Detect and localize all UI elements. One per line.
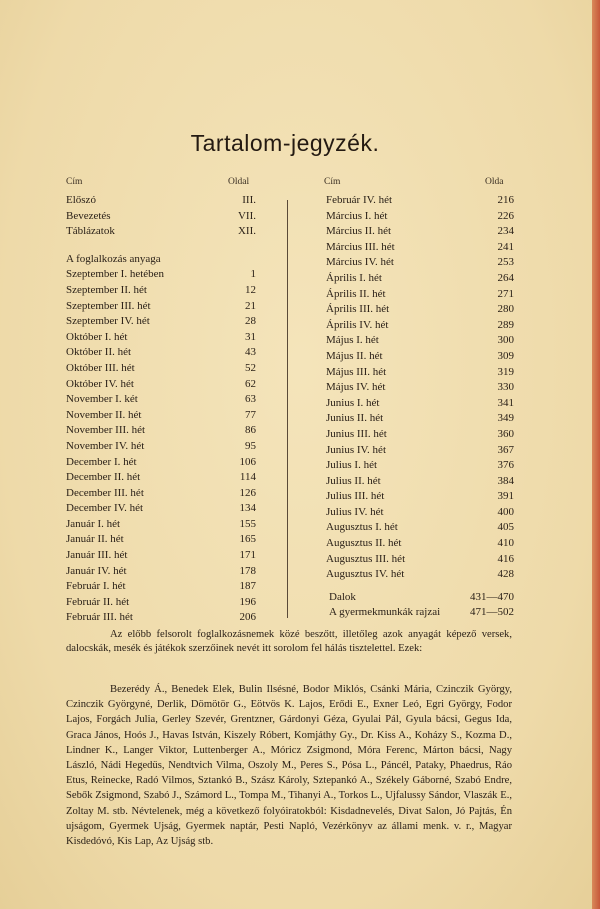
entry-title: Junius IV. hét (326, 443, 386, 456)
entry-page: III. (242, 194, 256, 206)
toc-row (66, 225, 256, 241)
toc-row (66, 315, 256, 331)
entry-title: Február II. hét (66, 595, 130, 608)
toc-row (326, 459, 514, 475)
entry-page: 309 (497, 349, 514, 362)
entry-page: 241 (497, 240, 514, 253)
entry-page: 400 (497, 505, 514, 518)
toc-row (66, 502, 256, 518)
entry-page: 405 (497, 521, 514, 534)
toc-row (326, 350, 514, 366)
toc-row (326, 303, 514, 319)
page-edge (592, 0, 600, 909)
entry-page: 330 (497, 381, 514, 394)
entry-page: XII. (237, 225, 256, 238)
entry-title: Április II. hét (326, 287, 386, 300)
entry-page: 178 (239, 564, 256, 577)
entry-page: 280 (497, 303, 514, 316)
entry-title: Február III. hét (66, 611, 133, 624)
toc-row (326, 506, 514, 522)
entry-page: 428 (497, 568, 514, 581)
entry-title: Március III. hét (326, 240, 395, 253)
entry-title: November III. hét (66, 424, 146, 437)
entry-page: 376 (497, 459, 514, 472)
toc-row (66, 241, 256, 253)
entry-title: Október II. hét (66, 346, 132, 359)
entry-title: Junius II. hét (326, 412, 384, 425)
toc-row (66, 268, 256, 284)
entry-title: Julius II. hét (326, 474, 381, 487)
toc-row (66, 253, 256, 269)
toc-row (66, 440, 256, 456)
toc-row (326, 241, 514, 257)
entry-page: 271 (497, 287, 514, 300)
intro-paragraph: Az előbb felsorolt foglalkozásnemek közé beszőtt, illetőleg azok anyagát képező versek, dalocskák, mesék és játékok szerzőinek nevét itt sorolom fel hálás tisztelettel. Ezek: (66, 629, 512, 654)
entry-page: 155 (239, 517, 256, 530)
toc-row (66, 471, 256, 487)
toc-row (66, 284, 256, 300)
entry-page: 12 (245, 283, 256, 296)
entry-title: Julius III. hét (326, 490, 385, 503)
toc-row (66, 487, 256, 503)
entry-page: 95 (245, 439, 256, 452)
entry-title: November II. hét (66, 408, 142, 421)
toc-row (326, 225, 514, 241)
column-divider (287, 200, 288, 618)
entry-page: 187 (239, 580, 256, 593)
entry-page: 360 (497, 427, 514, 440)
toc-row (326, 553, 514, 569)
entry-title: November IV. hét (66, 439, 145, 452)
right-page-header: Olda (485, 177, 504, 187)
toc-row (66, 565, 256, 581)
entry-title: Április I. hét (326, 271, 382, 284)
toc-row (66, 580, 256, 596)
entry-title: Október IV. hét (66, 377, 134, 390)
toc-row (66, 456, 256, 472)
toc-row (66, 596, 256, 612)
entry-page: 134 (239, 502, 256, 515)
entry-title: Március II. hét (326, 225, 392, 238)
entry-page: 341 (497, 396, 514, 409)
authors-paragraph: Bezerédy Á., Benedek Elek, Bulin Ilsésné, Bodor Miklós, Csánki Mária, Czinczik György, Czinczik Györgyné, Derlik, Dömötör G., Eötvös K. Lajos, Erődi E., Exner Leó, Egri György, Fodor Lajos, Forgách Julia, Gerley Szevér, Grentzner, Gárdonyi Géza, Gyulai Pál, Gyula bácsi, Gegus Ida, Graca János, Hoós J., Havas István, Kiszely Róbert, Komjáthy Gy., Dr. Kiss A., Koházy S., Kozma D., Lindner K., Langer Viktor, Luttenberger A., Móricz Zsigmond, Móra Ferenc, Márton bácsi, Nagy László, Nádi Hegedüs, Nendtvich Vilma, Oszoly M., Peres S., Pósa L., Páncél, Pataky, Phaedrus, Ráo Etus, Reinecke, Radó Vilmos, Sztankó B., Szász Károly, Sztepankó A., Székely Gáborné, Szabó Endre, Sebők Zsigmond, Szabó J., Számord L., Tompa M., Tihanyi A., Torkos L., Ujfalussy Sándor, Vlaszák E., Zoltay M. stb. Névtelenek, még a következő folyóiratokból: Kisdadnevelés, Divat Salon, Jó Pajtás, Én ujságom, Gyermek Ujság, Gyermek naptár, Pesti Napló, Vezérkönyv az állami menk. v. r., Magyar Kisdedóvó, Kis Lap, Az Ujság stb. (66, 684, 512, 848)
entry-page: 171 (239, 549, 256, 562)
entry-title: Bevezetés (66, 209, 111, 222)
entry-title: Junius III. hét (326, 427, 387, 440)
toc-left-column (66, 194, 256, 627)
entry-page: 114 (239, 471, 256, 484)
toc-extra-row (329, 606, 514, 618)
entry-title: Május II. hét (326, 349, 383, 362)
entry-title: Október I. hét (66, 330, 128, 343)
toc-row (66, 409, 256, 425)
entry-title: Január II. hét (66, 533, 124, 546)
entry-page: 77 (245, 408, 256, 421)
entry-page: 264 (497, 271, 514, 284)
toc-row (326, 521, 514, 537)
toc-row (326, 194, 514, 210)
entry-title: November I. két (66, 393, 138, 406)
toc-row (66, 331, 256, 347)
entry-page: 226 (497, 209, 514, 222)
entry-page: 196 (239, 595, 256, 608)
right-title-header: Cím (324, 177, 341, 187)
entry-page: 384 (497, 474, 514, 487)
toc-row (326, 381, 514, 397)
entry-title: Junius I. hét (326, 396, 380, 409)
toc-row (326, 568, 514, 584)
entry-page: 28 (245, 315, 256, 328)
toc-row (66, 300, 256, 316)
entry-page: 253 (497, 256, 514, 269)
entry-page: 416 (497, 552, 514, 565)
entry-title: December III. hét (66, 486, 144, 499)
entry-page: 43 (245, 346, 256, 359)
entry-page: 300 (497, 334, 514, 347)
entry-page: 431—470 (470, 591, 514, 603)
toc-row (326, 475, 514, 491)
entry-page: 216 (497, 194, 514, 206)
entry-title: Előszó (66, 194, 96, 206)
toc-row (326, 210, 514, 226)
toc-row (326, 272, 514, 288)
toc-row (66, 378, 256, 394)
entry-title: Május IV. hét (326, 381, 386, 394)
toc-row (66, 611, 256, 627)
left-title-header: Cím (66, 177, 83, 187)
entry-page: 471—502 (470, 606, 514, 618)
entry-page: 391 (497, 490, 514, 503)
entry-page: 289 (497, 318, 514, 331)
entry-title: Szeptember IV. hét (66, 315, 150, 328)
entry-page: 106 (239, 455, 256, 468)
toc-row (326, 397, 514, 413)
toc-row (66, 533, 256, 549)
entry-title: Julius IV. hét (326, 505, 384, 518)
left-page-header: Oldal (228, 177, 250, 187)
entry-title: Augusztus I. hét (326, 521, 398, 534)
entry-page: 86 (245, 424, 256, 437)
entry-title: Január IV. hét (66, 564, 127, 577)
entry-title: Augusztus III. hét (326, 552, 406, 565)
entry-title: Február IV. hét (326, 194, 393, 206)
entry-title: Február I. hét (66, 580, 126, 593)
entry-page: VII. (237, 209, 256, 222)
toc-row (66, 518, 256, 534)
entry-page: 126 (239, 486, 256, 499)
entry-page: 206 (239, 611, 256, 624)
entry-title: Szeptember II. hét (66, 283, 147, 296)
entry-title: Január III. hét (66, 549, 128, 562)
toc-row (66, 194, 256, 210)
entry-title: Szeptember III. hét (66, 299, 151, 312)
entry-page: 21 (245, 299, 256, 312)
entry-title: December IV. hét (66, 502, 144, 515)
toc-row (326, 366, 514, 382)
entry-title: Május I. hét (326, 334, 379, 347)
toc-right-column (326, 194, 514, 584)
entry-page: 410 (497, 537, 514, 550)
toc-row (326, 256, 514, 272)
entry-title: Március I. hét (326, 209, 388, 222)
entry-title: Augusztus IV. hét (326, 568, 405, 581)
entry-page: 165 (239, 533, 256, 546)
toc-row (326, 412, 514, 428)
toc-row (326, 288, 514, 304)
entry-title: Március IV. hét (326, 256, 394, 269)
toc-row (326, 490, 514, 506)
toc-row (66, 346, 256, 362)
page-title: Tartalom-jegyzék. (190, 130, 380, 156)
entry-page: 31 (245, 330, 256, 343)
entry-title: Táblázatok (66, 225, 115, 238)
entry-title: Julius I. hét (326, 459, 378, 472)
entry-page: 52 (245, 361, 256, 374)
entry-title: Dalok (329, 591, 356, 603)
entry-title: A foglalkozás anyaga (66, 252, 161, 265)
entry-page: 63 (245, 393, 256, 406)
entry-title: Szeptember I. hetében (66, 268, 165, 281)
entry-page: 234 (497, 225, 514, 238)
entry-title: Január I. hét (66, 517, 121, 530)
entry-title: December II. hét (66, 471, 141, 484)
toc-row (66, 362, 256, 378)
entry-title: A gyermekmunkák rajzai (329, 606, 441, 618)
entry-title: Április IV. hét (326, 318, 389, 331)
toc-row (66, 393, 256, 409)
entry-page: 349 (497, 412, 514, 425)
toc-extra-row (329, 591, 514, 603)
entry-page: 1 (250, 268, 256, 281)
toc-row (326, 537, 514, 553)
entry-title: Április III. hét (326, 303, 390, 316)
toc-row (326, 334, 514, 350)
entry-page: 319 (497, 365, 514, 378)
toc-row (66, 424, 256, 440)
toc-row (66, 210, 256, 226)
entry-title: Augusztus II. hét (326, 537, 402, 550)
toc-row (66, 549, 256, 565)
entry-title: December I. hét (66, 455, 137, 468)
toc-row (326, 444, 514, 460)
entry-page: 62 (245, 377, 256, 390)
entry-title: Október III. hét (66, 361, 135, 374)
entry-title: Május III. hét (326, 365, 387, 378)
toc-row (326, 428, 514, 444)
entry-page: 367 (497, 443, 514, 456)
toc-row (326, 319, 514, 335)
